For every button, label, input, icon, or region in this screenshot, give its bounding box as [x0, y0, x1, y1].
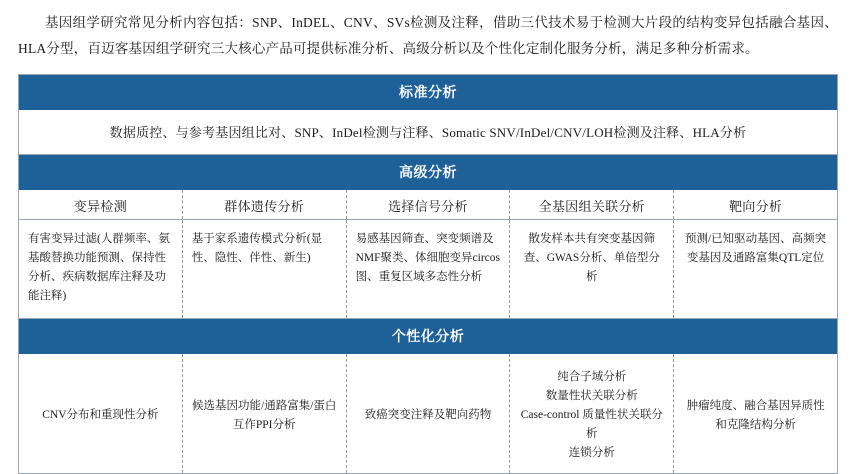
advanced-header-gwas: 全基因组关联分析	[509, 190, 673, 219]
personalized-cell-tumor-purity	[673, 354, 837, 473]
personalized-cell-gene-function-text: 候选基因功能/通路富集/蛋白互作PPI分析	[192, 399, 337, 431]
advanced-header-row	[19, 190, 837, 220]
personalized-body-row	[19, 354, 837, 473]
personalized-cell-gene-function	[182, 354, 346, 473]
personalized-cell-oncogenic	[346, 354, 510, 473]
personalized-cell-cnv-text: CNV分布和重现性分析	[42, 409, 159, 421]
personalized-cell-association-text: 纯合子域分析 数量性状关联分析 Case-control 质量性状关联分析 连锁分析	[520, 371, 663, 459]
intro-paragraph: 基因组学研究常见分析内容包括：SNP、InDEL、CNV、SVs检测及注释，借助三代技术易于检测大片段的结构变异包括融合基因、HLA分型，百迈客基因组学研究三大核心产品可提供标准分析、高级分析以及个性化定制化服务分析，满足多种分析需求。	[18, 15, 838, 56]
standard-analysis-content: 数据质控、与参考基因组比对、SNP、InDel检测与注释、Somatic SNV/InDel/CNV/LOH检测及注释、HLA分析	[109, 125, 747, 140]
advanced-cell-selection-signal: 易感基因筛查、突变频谱及NMF聚类、体细胞变异circos图、重复区域多态性分析	[346, 220, 510, 318]
analysis-content-table	[18, 74, 838, 474]
advanced-cell-gwas: 散发样本共有突变基因筛查、GWAS分析、单倍型分析	[509, 220, 673, 318]
personalized-cell-association	[509, 354, 673, 473]
personalized-cell-tumor-purity-text: 肿瘤纯度、融合基因异质性和克隆结构分析	[686, 399, 825, 431]
advanced-header-variant-detection: 变异检测	[73, 199, 127, 214]
standard-analysis-band: 标准分析	[19, 75, 837, 110]
advanced-header-targeted: 靶向分析	[673, 190, 837, 219]
advanced-cell-targeted: 预测/已知驱动基因、高频突变基因及通路富集QTL定位	[673, 220, 837, 318]
advanced-cell-population-genetics: 基于家系遗传模式分析(显性、隐性、伴性、新生)	[182, 220, 346, 318]
personalized-cell-oncogenic-text: 致癌突变注释及靶向药物	[364, 409, 492, 421]
advanced-header-selection-signal: 选择信号分析	[346, 190, 510, 219]
personalized-cell-cnv	[19, 354, 182, 473]
advanced-analysis-band: 高级分析	[19, 154, 837, 190]
personalized-analysis-band: 个性化分析	[19, 318, 837, 354]
advanced-body-row	[19, 220, 837, 318]
advanced-header-population-genetics: 群体遗传分析	[182, 190, 346, 219]
advanced-cell-variant-detection: 有害变异过滤(人群频率、氨基酸替换功能预测、保持性分析、疾病数据库注释及功能注释)	[28, 233, 170, 302]
